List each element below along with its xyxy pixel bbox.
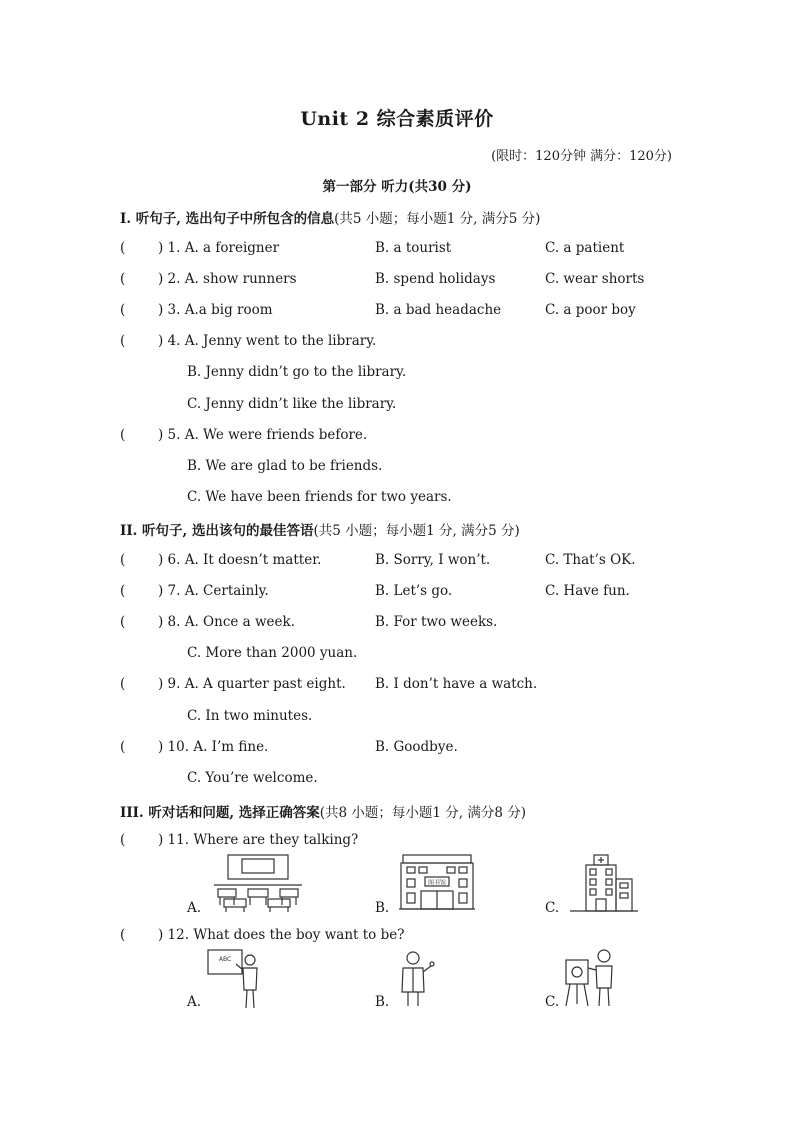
question-2-option-c: C. wear shorts (545, 271, 645, 287)
question-6-option-a: ) 6. A. It doesn’t matter. (158, 552, 322, 568)
section-numeral: III. (120, 805, 144, 821)
answer-blank[interactable]: ( (120, 427, 126, 443)
question-1-option-a: ) 1. A. a foreigner (158, 240, 280, 256)
question-8-option-a: ) 8. A. Once a week. (158, 614, 296, 630)
question-1-option-c: C. a patient (545, 240, 625, 256)
question-2 (120, 271, 297, 287)
question-11 (120, 832, 358, 848)
question-11-option-c-label: C. (545, 900, 560, 916)
section-note: (共5 小题；每小题1 分, 满分5 分) (313, 523, 520, 539)
classroom-picture[interactable] (210, 853, 306, 913)
section-numeral: I. (120, 211, 132, 227)
question-12-option-a-label: A. (187, 994, 202, 1010)
answer-blank[interactable]: ( (120, 676, 126, 692)
question-6-option-b: B. Sorry, I won’t. (375, 552, 491, 568)
answer-blank[interactable]: ( (120, 271, 126, 287)
question-8-option-b: B. For two weeks. (375, 614, 498, 630)
doctor-picture[interactable] (397, 948, 437, 1008)
question-1-option-b: B. a tourist (375, 240, 452, 256)
question-4-option-a: ) 4. A. Jenny went to the library. (158, 333, 377, 349)
section-3-heading (120, 801, 526, 821)
teacher-picture[interactable] (206, 948, 264, 1010)
section-title: 听句子, 选出句子中所包含的信息 (135, 211, 335, 227)
answer-blank[interactable]: ( (120, 614, 126, 630)
answer-blank[interactable]: ( (120, 302, 126, 318)
question-10 (120, 739, 268, 755)
question-5-option-a: ) 5. A. We were friends before. (158, 427, 368, 443)
section-note: (共5 小题；每小题1 分, 满分5 分) (334, 211, 541, 227)
question-7 (120, 583, 269, 599)
question-7-option-b: B. Let’s go. (375, 583, 453, 599)
question-5 (120, 427, 367, 443)
question-7-option-c: C. Have fun. (545, 583, 630, 599)
section-1-heading (120, 207, 540, 227)
question-11-option-b-label: B. (375, 900, 390, 916)
question-8-option-c: C. More than 2000 yuan. (187, 645, 358, 661)
section-title: 听句子, 选出该句的最佳答语 (142, 523, 314, 539)
question-4 (120, 333, 376, 349)
answer-blank[interactable]: ( (120, 832, 126, 848)
painter-picture[interactable] (562, 946, 618, 1008)
board-text: ABC (218, 956, 232, 963)
answer-blank[interactable]: ( (120, 739, 126, 755)
question-12 (120, 927, 404, 943)
question-5-option-c: C. We have been friends for two years. (187, 489, 452, 505)
part-title: 第一部分 听力(共30 分) (322, 179, 472, 195)
question-10-option-a: ) 10. A. I’m fine. (158, 739, 269, 755)
question-11-stem: ) 11. Where are they talking? (158, 832, 359, 848)
question-10-option-c: C. You’re welcome. (187, 770, 318, 786)
question-12-option-b-label: B. (375, 994, 390, 1010)
page-title: Unit 2 综合素质评价 (300, 108, 494, 130)
library-sign: 图书馆 (427, 879, 447, 887)
section-numeral: II. (120, 523, 138, 539)
hospital-picture[interactable] (570, 853, 638, 913)
question-6-option-c: C. That’s OK. (545, 552, 636, 568)
answer-blank[interactable]: ( (120, 583, 126, 599)
question-12-option-c-label: C. (545, 994, 560, 1010)
section-2-heading (120, 519, 520, 539)
question-7-option-a: ) 7. A. Certainly. (158, 583, 269, 599)
answer-blank[interactable]: ( (120, 240, 126, 256)
question-8 (120, 614, 295, 630)
question-1 (120, 240, 279, 256)
time-score-info: (限时：120分钟 满分：120分) (491, 149, 672, 164)
answer-blank[interactable]: ( (120, 333, 126, 349)
answer-blank[interactable]: ( (120, 552, 126, 568)
question-11-option-a-label: A. (187, 900, 202, 916)
question-2-option-b: B. spend holidays (375, 271, 496, 287)
question-5-option-b: B. We are glad to be friends. (187, 458, 383, 474)
section-note: (共8 小题；每小题1 分, 满分8 分) (319, 805, 527, 821)
question-9-option-c: C. In two minutes. (187, 708, 313, 724)
question-9-option-b: B. I don’t have a watch. (375, 676, 538, 692)
question-6 (120, 552, 321, 568)
question-12-stem: ) 12. What does the boy want to be? (158, 927, 405, 943)
question-3-option-a: ) 3. A.a big room (158, 302, 273, 318)
question-3-option-b: B. a bad headache (375, 302, 502, 318)
question-3 (120, 302, 273, 318)
question-9 (120, 676, 346, 692)
question-4-option-b: B. Jenny didn’t go to the library. (187, 364, 407, 380)
question-3-option-c: C. a poor boy (545, 302, 636, 318)
blackboard (242, 859, 274, 873)
question-2-option-a: ) 2. A. show runners (158, 271, 297, 287)
answer-blank[interactable]: ( (120, 927, 126, 943)
question-9-option-a: ) 9. A. A quarter past eight. (158, 676, 346, 692)
library-picture[interactable] (397, 853, 477, 911)
question-10-option-b: B. Goodbye. (375, 739, 458, 755)
section-title: 听对话和问题, 选择正确答案 (148, 805, 320, 821)
question-4-option-c: C. Jenny didn’t like the library. (187, 396, 397, 412)
